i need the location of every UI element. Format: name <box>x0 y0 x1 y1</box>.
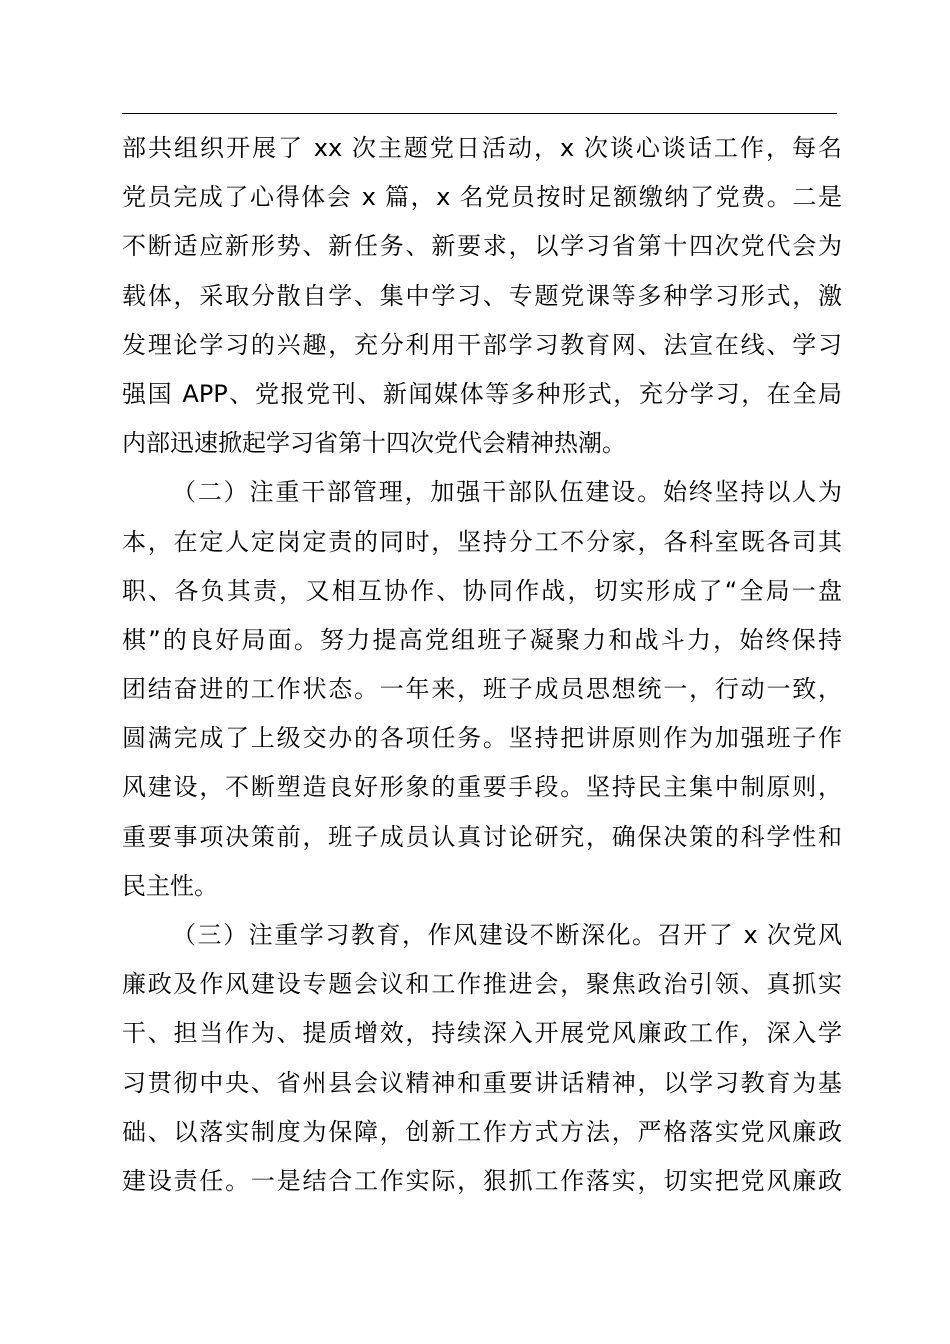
text-line: 建设责任。一是结合工作实际，狠抓工作落实，切实把党风廉政 <box>122 1166 842 1195</box>
text-line: 部共组织开展了 xx 次主题党日活动，x 次谈心谈话工作，每名 <box>122 134 842 162</box>
text-line: 风建设，不断塑造良好形象的重要手段。坚持民主集中制原则， <box>122 773 842 802</box>
text-line: 重要事项决策前，班子成员认真讨论研究，确保决策的科学性和 <box>122 822 842 851</box>
text-line: （二）注重干部管理，加强干部队伍建设。始终坚持以人为 <box>172 478 842 507</box>
document-body <box>122 124 842 1206</box>
text-line: 职、各负其责，又相互协作、协同作战，切实形成了“全局一盘 <box>122 576 842 605</box>
text-line: 本，在定人定岗定责的同时，坚持分工不分家，各科室既各司其 <box>122 527 842 556</box>
text-line: 不断适应新形势、新任务、新要求，以学习省第十四次党代会为 <box>122 232 842 261</box>
text-line: 内部迅速掀起学习省第十四次党代会精神热潮。 <box>122 429 626 458</box>
text-line: 民主性。 <box>122 871 218 900</box>
text-line: 发理论学习的兴趣，充分利用干部学习教育网、法宣在线、学习 <box>122 330 842 359</box>
text-line: 廉政及作风建设专题会议和工作推进会，聚焦政治引领、真抓实 <box>122 970 842 999</box>
text-line: 团结奋进的工作状态。一年来，班子成员思想统一，行动一致， <box>122 675 842 704</box>
header-rule <box>122 113 837 114</box>
text-line: 棋”的良好局面。努力提高党组班子凝聚力和战斗力，始终保持 <box>122 625 842 654</box>
text-line: 载体，采取分散自学、集中学习、专题党课等多种学习形式，激 <box>122 281 842 310</box>
text-line: 础、以落实制度为保障，创新工作方式方法，严格落实党风廉政 <box>122 1117 842 1146</box>
text-line: 党员完成了心得体会 x 篇，x 名党员按时足额缴纳了党费。二是 <box>122 183 842 212</box>
text-line: 强国 APP、党报党刊、新闻媒体等多种形式，充分学习，在全局 <box>122 379 842 408</box>
text-line: 圆满完成了上级交办的各项任务。坚持把讲原则作为加强班子作 <box>122 724 842 753</box>
text-line: 习贯彻中央、省州县会议精神和重要讲话精神，以学习教育为基 <box>122 1068 842 1097</box>
text-line: 干、担当作为、提质增效，持续深入开展党风廉政工作，深入学 <box>122 1019 842 1048</box>
text-line: （三）注重学习教育，作风建设不断深化。召开了 x 次党风 <box>172 921 842 949</box>
